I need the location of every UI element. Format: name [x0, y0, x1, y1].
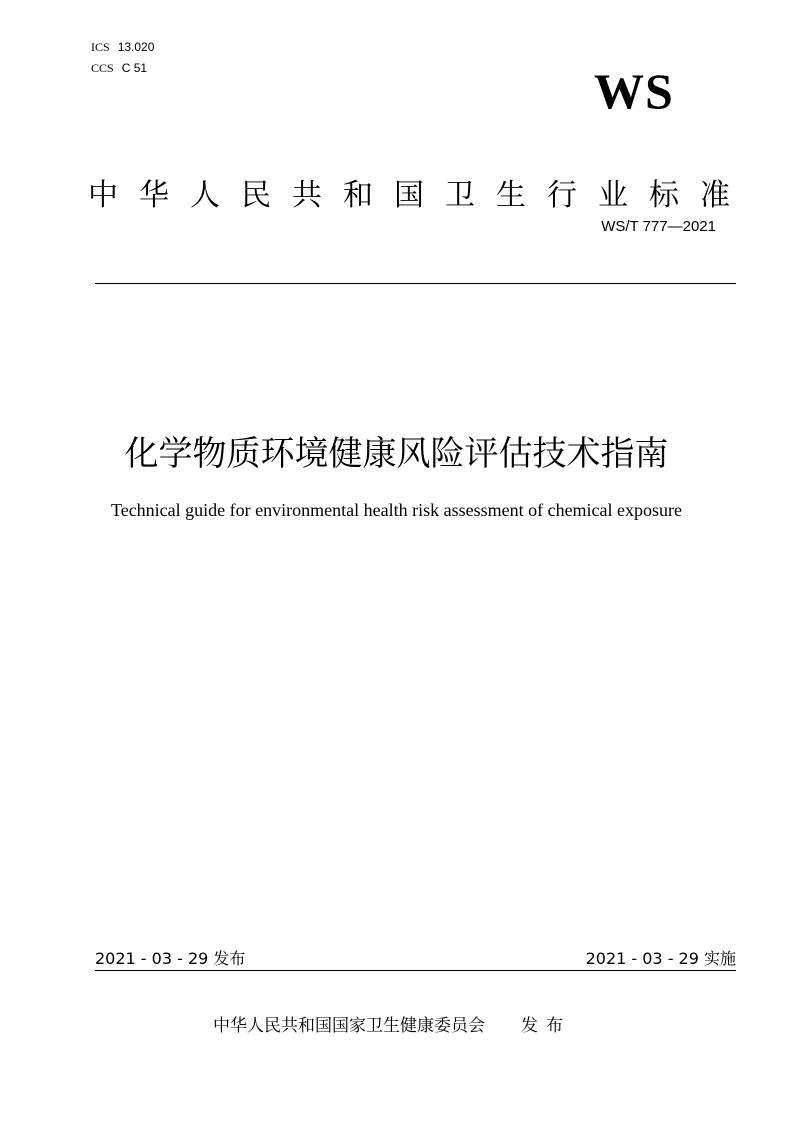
heading-char: 中 — [88, 178, 118, 213]
divider — [95, 970, 736, 971]
title-chinese: 化学物质环境健康风险评估技术指南 — [124, 434, 669, 474]
heading-char: 国 — [394, 178, 424, 213]
heading-char: 华 — [139, 178, 169, 213]
ics-label: ICS — [91, 40, 110, 54]
divider — [95, 283, 736, 284]
heading-char: 共 — [292, 178, 322, 213]
heading-char: 行 — [547, 178, 577, 213]
publisher — [213, 1011, 571, 1036]
heading-char: 生 — [496, 178, 526, 213]
ccs-value: C 51 — [121, 61, 148, 75]
heading-char: 业 — [598, 178, 628, 213]
ccs-label: CCS — [91, 61, 114, 75]
implementation-date: 2021 - 03 - 29 实施 — [585, 949, 736, 968]
title-english: Technical guide for environmental health risk assessment of chemical exposure — [110, 500, 683, 520]
publisher-action: 发布 — [521, 1016, 571, 1036]
issue-date: 2021 - 03 - 29 发布 — [95, 949, 246, 968]
ics-code — [91, 40, 154, 55]
heading-char: 准 — [700, 178, 730, 213]
ws-logo: WS — [594, 63, 674, 119]
standard-type-heading — [88, 176, 730, 216]
heading-char: 和 — [343, 178, 373, 213]
heading-char: 卫 — [445, 178, 475, 213]
ccs-code — [91, 61, 147, 76]
heading-char: 标 — [649, 178, 679, 213]
standard-number: WS/T 777—2021 — [601, 218, 716, 235]
publisher-name: 中华人民共和国国家卫生健康委员会 — [213, 1016, 485, 1036]
ics-value: 13.020 — [117, 40, 155, 54]
heading-char: 人 — [190, 178, 220, 213]
heading-char: 民 — [241, 178, 271, 213]
